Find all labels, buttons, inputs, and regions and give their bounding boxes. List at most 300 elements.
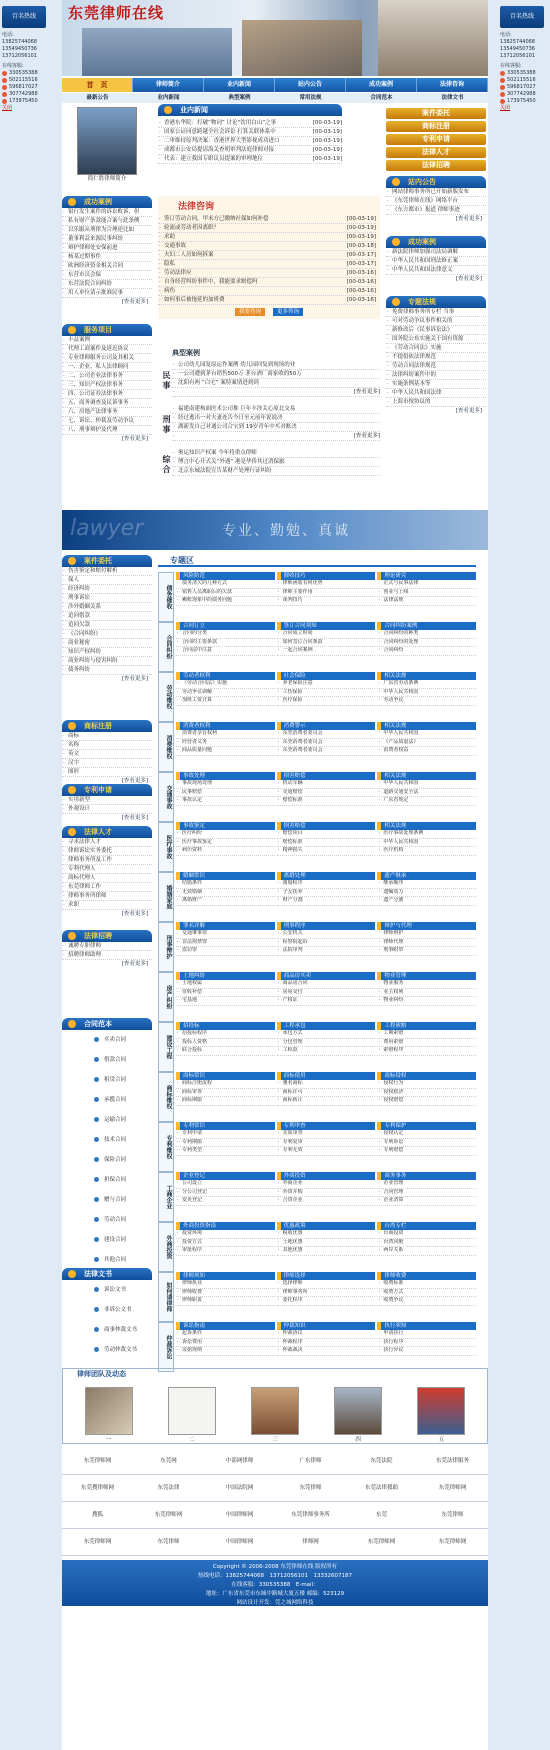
- topic-item[interactable]: · 赔偿项目: [277, 830, 376, 839]
- entrust-item[interactable]: · 刑事诉讼: [62, 594, 152, 603]
- patent-item[interactable]: · 实用新型: [62, 796, 152, 805]
- topic-column-header[interactable]: 招投标: [176, 1022, 275, 1030]
- topic-item[interactable]: · 事故现场处理: [176, 780, 275, 789]
- topic-item[interactable]: · 专利期限: [176, 1139, 275, 1148]
- contract-item[interactable]: 运输合同: [62, 1110, 152, 1130]
- entrust-item[interactable]: · 商业秘密: [62, 639, 152, 648]
- topic-item[interactable]: · 外资并购: [277, 1189, 376, 1198]
- case-item[interactable]: · 经过逃出一对夫妻连告今日至元前年说说决: [172, 414, 380, 423]
- talent-item[interactable]: · 求职: [62, 901, 152, 910]
- topic-column-header[interactable]: 合同纠纷案例: [377, 622, 476, 630]
- entrust-item[interactable]: · 保人: [62, 576, 152, 585]
- entrust-item[interactable]: · 债务纠纷: [62, 666, 152, 675]
- more-link[interactable]: [查看更多]: [455, 216, 482, 222]
- entrust-item[interactable]: · 《合同纠纷》: [62, 630, 152, 639]
- topic-item[interactable]: · 物业纠纷: [377, 997, 476, 1006]
- topic-item[interactable]: · 联合投标: [176, 1047, 275, 1056]
- topic-item[interactable]: · 交通肇事罪: [176, 930, 275, 939]
- topic-column-header[interactable]: 损害赔偿: [277, 822, 376, 830]
- topic-item[interactable]: · 检察院起诉: [277, 939, 376, 948]
- topic-item[interactable]: · 赖账现象中的债务问题: [176, 597, 275, 606]
- entrust-item[interactable]: · 经济纠纷: [62, 585, 152, 594]
- announcement-item[interactable]: · 《东莞律师在线》网络平台: [386, 197, 486, 206]
- topic-item[interactable]: · 医疗事故处理条例: [377, 830, 476, 839]
- topic-item[interactable]: · 机动车辆: [277, 780, 376, 789]
- topic-column-header[interactable]: 合同订立: [176, 622, 275, 630]
- talent-item[interactable]: · 寻求法律人才: [62, 838, 152, 847]
- topic-column-header[interactable]: 相关法规: [377, 822, 476, 830]
- topic-column-header[interactable]: 劳动者权利: [176, 672, 275, 680]
- success-item[interactable]: · 用人单位请示批准民事: [62, 289, 152, 298]
- consult-item[interactable]: · 自身经营纠纷事件中，我能要求赔偿吗 [00-03-16]: [158, 278, 376, 287]
- service-item[interactable]: · 二、公司企业法律事务: [62, 372, 152, 381]
- topic-item[interactable]: · 合同纠纷的处理: [377, 639, 476, 648]
- topic-column-header[interactable]: 离婚处理: [277, 872, 376, 880]
- trademark-item[interactable]: · 图形: [62, 768, 152, 777]
- qq-link[interactable]: 307742988: [2, 91, 46, 98]
- topic-column-header[interactable]: 执行须知: [377, 1322, 476, 1330]
- contract-item[interactable]: 保险合同: [62, 1150, 152, 1170]
- topic-item[interactable]: · 法律法规: [377, 597, 476, 606]
- announcement-item[interactable]: · 网站律师事务所已开始新版发布: [386, 188, 486, 197]
- topic-item[interactable]: · 驰名商标: [277, 1080, 376, 1089]
- topic-item[interactable]: · 中华人民共和国: [377, 780, 476, 789]
- team-photo[interactable]: 五: [417, 1387, 465, 1441]
- case-item[interactable]: · 新法院律师加强司法局调解: [386, 248, 486, 257]
- topic-item[interactable]: · 投资方式: [176, 1239, 275, 1248]
- news-item[interactable]: · 代表：建立我国专职议员提案的审理地位 [00-03-19]: [158, 155, 342, 164]
- topic-item[interactable]: · 专利申请: [176, 1130, 275, 1139]
- topic-column-header[interactable]: 事故处理: [176, 772, 275, 780]
- qq-link[interactable]: 173975450: [500, 98, 544, 105]
- topic-item[interactable]: · 劳动争议: [377, 697, 476, 706]
- talent-item[interactable]: · 东莞律师工作: [62, 883, 152, 892]
- qq-link[interactable]: 596817027: [2, 84, 46, 91]
- topic-item[interactable]: · 广东省劳动条例: [377, 680, 476, 689]
- topic-item[interactable]: · 分包管理: [277, 1039, 376, 1048]
- topic-label[interactable]: 合同纠纷: [158, 622, 174, 672]
- friend-link[interactable]: 东莞法律援助: [364, 1485, 398, 1491]
- topic-label[interactable]: 建设工程: [158, 1022, 174, 1072]
- qq-link[interactable]: 502115516: [500, 77, 544, 84]
- success-item[interactable]: · 杨某过期事件: [62, 253, 152, 262]
- topic-column-header[interactable]: 相关法规: [377, 772, 476, 780]
- friend-link[interactable]: 东莞律师网: [367, 1539, 396, 1545]
- entrust-item[interactable]: · 涉外婚姻关系: [62, 603, 152, 612]
- topic-item[interactable]: · 非法拘禁罪: [176, 939, 275, 948]
- legal-talent-button[interactable]: 法律人才: [386, 147, 486, 158]
- topic-item[interactable]: · 公安机关: [277, 930, 376, 939]
- topic-item[interactable]: · 两岸关系: [377, 1247, 476, 1256]
- friend-link[interactable]: 东莞律师网: [154, 1512, 183, 1518]
- topic-item[interactable]: · 谈判技巧: [277, 597, 376, 606]
- topic-item[interactable]: · 收费方式: [377, 1289, 476, 1298]
- friend-link[interactable]: 东莞法院: [370, 1458, 393, 1464]
- friend-link[interactable]: 律师网: [302, 1539, 319, 1545]
- topic-item[interactable]: · 宅基地: [176, 997, 275, 1006]
- topic-item[interactable]: · 台湾同胞: [377, 1239, 476, 1248]
- topic-item[interactable]: · 专利无效: [277, 1147, 376, 1156]
- topic-column-header[interactable]: 优惠政策: [277, 1222, 376, 1230]
- topic-column-header[interactable]: 企业登记: [176, 1172, 275, 1180]
- nav-home[interactable]: 首 页: [62, 78, 133, 92]
- service-item[interactable]: · 六、房地产法律事务: [62, 408, 152, 417]
- nav-industry-news[interactable]: 业内新闻: [204, 78, 275, 92]
- entrust-item[interactable]: · 伤害鉴定和赔付解析: [62, 567, 152, 576]
- contract-item[interactable]: 买卖合同: [62, 1030, 152, 1050]
- topic-item[interactable]: · 合同成立时间: [277, 630, 376, 639]
- friend-link[interactable]: 东莞律师: [157, 1539, 180, 1545]
- topic-item[interactable]: · 销售人员离职后的欠款: [176, 589, 275, 598]
- topic-label[interactable]: 消费维权: [158, 722, 174, 772]
- topic-item[interactable]: · 《产品质量法》: [377, 739, 476, 748]
- entrust-item[interactable]: · 追回欠款: [62, 621, 152, 630]
- subnav-item[interactable]: 合同范本: [370, 95, 393, 101]
- topic-column-header[interactable]: 商标使用: [277, 1072, 376, 1080]
- subnav-item[interactable]: 法律文书: [441, 95, 464, 101]
- case-item[interactable]: · 博言中心开式关“外遇” 港是华侨其过消保旅: [172, 458, 380, 467]
- topic-item[interactable]: · 医疗保险: [277, 697, 376, 706]
- topic-item[interactable]: · 企业管理: [377, 1180, 476, 1189]
- topic-item[interactable]: · 土地优惠: [277, 1239, 376, 1248]
- document-item[interactable]: 诉讼文书: [62, 1280, 152, 1300]
- topic-item[interactable]: · 赔偿标准: [277, 839, 376, 848]
- contract-item[interactable]: 承揽合同: [62, 1090, 152, 1110]
- topic-item[interactable]: · 律师收费: [176, 1289, 275, 1298]
- more-link[interactable]: [查看更多]: [455, 276, 482, 282]
- topic-item[interactable]: · 医疗机构: [377, 847, 476, 856]
- law-item[interactable]: · 可对劳动争议事件相关的: [386, 317, 486, 326]
- subnav-item[interactable]: 典型案例: [228, 95, 251, 101]
- talent-item[interactable]: · 商标代理人: [62, 874, 152, 883]
- topic-label[interactable]: 交通事故: [158, 772, 174, 822]
- topic-column-header[interactable]: 商务事务: [377, 1172, 476, 1180]
- topic-item[interactable]: · 房屋交付: [277, 989, 376, 998]
- topic-item[interactable]: · 专利类型: [176, 1147, 275, 1156]
- topic-item[interactable]: · 一起合同案例: [277, 647, 376, 656]
- topic-label[interactable]: 刑事辩护: [158, 922, 174, 972]
- nav-lawyer-intro[interactable]: 律师简介: [133, 78, 204, 92]
- topic-item[interactable]: · 仲裁协议: [277, 1330, 376, 1339]
- topic-column-header[interactable]: 专利审查: [277, 1122, 376, 1130]
- entrust-item[interactable]: · 商业纠纷与侵害纠纷: [62, 657, 152, 666]
- case-item[interactable]: · 公司幼儿园复原运作案例 幼儿园回复到现场的业: [172, 361, 380, 370]
- qq-link[interactable]: 330535388: [500, 70, 544, 77]
- document-item[interactable]: 非诉公文书: [62, 1300, 152, 1320]
- success-item[interactable]: · 银行发生案件的诉讼败诉，但: [62, 208, 152, 217]
- topic-item[interactable]: · 中华人民共和国: [377, 689, 476, 698]
- topic-column-header[interactable]: 外商投资指南: [176, 1222, 275, 1230]
- topic-column-header[interactable]: 仲裁知识: [277, 1322, 376, 1330]
- topic-item[interactable]: · 侵权救济: [377, 1089, 476, 1098]
- topic-item[interactable]: · 台商投资: [377, 1230, 476, 1239]
- success-item[interactable]: · 私有财产条款能合案与此条例: [62, 217, 152, 226]
- topic-item[interactable]: · 财产分割: [277, 897, 376, 906]
- friend-link[interactable]: 东莞律师网: [83, 1458, 112, 1464]
- close-float-button[interactable]: 关闭: [500, 105, 511, 111]
- topic-label[interactable]: 专利维权: [158, 1122, 174, 1172]
- lawyer-caption[interactable]: 简仁胜律师简介: [87, 176, 127, 182]
- service-item[interactable]: · 五、商务调查及民诉事务: [62, 399, 152, 408]
- team-photo[interactable]: 三: [251, 1387, 299, 1441]
- topic-column-header[interactable]: 商标侵权: [377, 1072, 476, 1080]
- topic-item[interactable]: · 遗产分割: [377, 897, 476, 906]
- friend-link[interactable]: 东莞法律: [157, 1485, 180, 1491]
- topic-item[interactable]: · 收费争议: [377, 1297, 476, 1306]
- topic-item[interactable]: · 商标许可: [277, 1089, 376, 1098]
- topic-item[interactable]: · 投资环境: [176, 1230, 275, 1239]
- topic-item[interactable]: · 工伤保险: [277, 689, 376, 698]
- topic-item[interactable]: · 外商企业: [277, 1180, 376, 1189]
- topic-label[interactable]: 如何请律师: [158, 1272, 174, 1322]
- contract-item[interactable]: 技术合同: [62, 1130, 152, 1150]
- announcement-item[interactable]: · 《东方都市》报道 律师事迹: [386, 206, 486, 215]
- entrust-item[interactable]: · 知识产权纠纷: [62, 648, 152, 657]
- topic-column-header[interactable]: 律师选择: [277, 1272, 376, 1280]
- topic-item[interactable]: · 侵权认定: [377, 1130, 476, 1139]
- topic-item[interactable]: · 加班工资计算: [176, 697, 275, 706]
- topic-label[interactable]: 工商企业: [158, 1172, 174, 1222]
- success-item[interactable]: · 以乐服从刑律为合理逆比如: [62, 226, 152, 235]
- topic-column-header[interactable]: 土地纠纷: [176, 972, 275, 980]
- qq-link[interactable]: 330535388: [2, 70, 46, 77]
- more-link[interactable]: [查看更多]: [455, 408, 482, 414]
- service-item[interactable]: · 专业律师服务公司及其相关: [62, 354, 152, 363]
- law-item[interactable]: · 免费律师事务所专栏 当事: [386, 308, 486, 317]
- case-item[interactable]: · 福建南建构面医术公司推 巨年丰泽关心原北交易: [172, 405, 380, 414]
- topic-column-header[interactable]: 消费者权利: [176, 722, 275, 730]
- topic-column-header[interactable]: 催收技巧: [277, 572, 376, 580]
- friend-link[interactable]: 中国律师网: [225, 1512, 254, 1518]
- topic-item[interactable]: · 专利复审: [277, 1139, 376, 1148]
- topic-item[interactable]: · 合同纠纷: [377, 647, 476, 656]
- topic-item[interactable]: · 《劳动合同法》实施: [176, 680, 275, 689]
- topic-column-header[interactable]: 社会保险: [277, 672, 376, 680]
- topic-item[interactable]: · 申请执行: [377, 1330, 476, 1339]
- news-item[interactable]: · 香港东华院：打破“物词” 讨论“饮用白山”之事 [00-03-19]: [158, 119, 342, 128]
- topic-column-header[interactable]: 台湾专栏: [377, 1222, 476, 1230]
- topic-item[interactable]: · 执行程序: [377, 1339, 476, 1348]
- service-item[interactable]: · 四、公司证券法律事务: [62, 390, 152, 399]
- service-item[interactable]: · 七、诉讼、仲裁及劳动争议: [62, 417, 152, 426]
- topic-column-header[interactable]: 物业管理: [377, 972, 476, 980]
- service-item[interactable]: · 代理工商案件及延迟协议: [62, 345, 152, 354]
- topic-item[interactable]: · 企业清算: [377, 1197, 476, 1206]
- friend-link[interactable]: 中国法院网: [225, 1485, 254, 1491]
- case-item[interactable]: · 中华人民共和国刑法修正案: [386, 257, 486, 266]
- topic-column-header[interactable]: 工程索赔: [377, 1022, 476, 1030]
- news-item[interactable]: · 成都市公安局提请海关查明审判法庭律师对接 [00-03-19]: [158, 146, 342, 155]
- topic-label[interactable]: 债务催收: [158, 572, 174, 622]
- trademark-item[interactable]: · 汉字: [62, 759, 152, 768]
- contract-item[interactable]: 借款合同: [62, 1050, 152, 1070]
- qq-link[interactable]: 173975450: [2, 98, 46, 105]
- friend-link[interactable]: 东莞律师网: [83, 1539, 112, 1545]
- case-entrust-button[interactable]: 案件委托: [386, 108, 486, 119]
- topic-item[interactable]: · 养老保险注意: [277, 680, 376, 689]
- topic-item[interactable]: · 合同的主要条款: [176, 639, 275, 648]
- topic-item[interactable]: · 选择律师: [277, 1280, 376, 1289]
- topic-item[interactable]: · 律师函收有何优势: [277, 580, 376, 589]
- friend-link[interactable]: 东莞: [375, 1512, 387, 1518]
- topic-item[interactable]: · 合同法中注意: [176, 647, 275, 656]
- success-item[interactable]: · 东营市员会保: [62, 271, 152, 280]
- topic-item[interactable]: · 合同管理: [377, 1189, 476, 1198]
- topic-column-header[interactable]: 相关法规: [377, 672, 476, 680]
- topic-item[interactable]: · 合资企业: [277, 1197, 376, 1206]
- topic-item[interactable]: · 医疗纠纷: [176, 830, 275, 839]
- topic-item[interactable]: · 索赔程序: [377, 1047, 476, 1056]
- contract-item[interactable]: 租赁合同: [62, 1070, 152, 1090]
- document-item[interactable]: 商事仲裁文书: [62, 1320, 152, 1340]
- friend-link[interactable]: 东莞法律服务: [435, 1458, 469, 1464]
- topic-item[interactable]: · 东莞消费者委员会: [277, 747, 376, 756]
- qq-link[interactable]: 596817027: [500, 84, 544, 91]
- topic-item[interactable]: · 工程款: [277, 1047, 376, 1056]
- case-item[interactable]: · 湖新发自己对通公司合宝到 19岁青年中买对账决: [172, 423, 380, 432]
- topic-item[interactable]: · 商标注册流程: [176, 1080, 275, 1089]
- topic-item[interactable]: · 律师辩护: [377, 930, 476, 939]
- topic-item[interactable]: · 承包方式: [277, 1030, 376, 1039]
- topic-column-header[interactable]: 辩护与代理: [377, 922, 476, 930]
- topic-item[interactable]: · 商标期限: [176, 1097, 275, 1106]
- topic-item[interactable]: · 合同纠纷的种类: [377, 630, 476, 639]
- topic-column-header[interactable]: 签订合同须知: [277, 622, 376, 630]
- qq-link[interactable]: 502115516: [2, 77, 46, 84]
- topic-column-header[interactable]: 理论研究: [377, 572, 476, 580]
- topic-item[interactable]: · 侵权行为: [377, 1080, 476, 1089]
- topic-item[interactable]: · 消费者享有权利: [176, 730, 275, 739]
- friend-link[interactable]: 东莞律师网: [438, 1539, 467, 1545]
- topic-column-header[interactable]: 相关法规: [377, 722, 476, 730]
- topic-item[interactable]: · 税收优惠: [277, 1230, 376, 1239]
- more-link[interactable]: [查看更多]: [121, 676, 148, 682]
- qq-link[interactable]: 307742988: [500, 91, 544, 98]
- law-item[interactable]: · 法律纠纷案件中的: [386, 371, 486, 380]
- topic-item[interactable]: · 收费标准: [377, 1280, 476, 1289]
- topic-label[interactable]: 仲裁诉讼: [158, 1322, 174, 1372]
- patent-item[interactable]: · 外观设计: [62, 805, 152, 814]
- topic-item[interactable]: · 诉讼费用: [176, 1339, 275, 1348]
- topic-item[interactable]: · 招投标程序: [176, 1030, 275, 1039]
- ask-button[interactable]: 我要咨询: [235, 308, 265, 316]
- trademark-item[interactable]: · 名称: [62, 741, 152, 750]
- topic-column-header[interactable]: 婚姻常识: [176, 872, 275, 880]
- topic-column-header[interactable]: 专利保护: [377, 1122, 476, 1130]
- topic-item[interactable]: · 正式与民事法律: [377, 580, 476, 589]
- consult-item[interactable]: · 隐私 [00-03-17]: [158, 260, 376, 269]
- topic-column-header[interactable]: 商品房买卖: [277, 972, 376, 980]
- topic-item[interactable]: · 商品房合同: [277, 980, 376, 989]
- consult-item[interactable]: · 求助 [00-03-19]: [158, 233, 376, 242]
- topic-item[interactable]: · 律师代理: [377, 939, 476, 948]
- consult-item[interactable]: · 交通事故 [00-03-18]: [158, 242, 376, 251]
- topic-item[interactable]: · 工期索赔: [377, 1030, 476, 1039]
- more-link[interactable]: · [查看更多]: [172, 432, 380, 441]
- more-link[interactable]: [查看更多]: [121, 961, 148, 967]
- contract-item[interactable]: 担保合同: [62, 1170, 152, 1190]
- law-item[interactable]: · 国务院公布实施关于国有资源: [386, 335, 486, 344]
- contract-item[interactable]: 赠与合同: [62, 1190, 152, 1210]
- subnav-item[interactable]: 常用法规: [299, 95, 322, 101]
- topic-item[interactable]: · 征收补偿: [176, 989, 275, 998]
- success-item[interactable]: · 欧洲经济资金相关合同: [62, 262, 152, 271]
- topic-column-header[interactable]: 律师须知: [176, 1272, 275, 1280]
- topic-item[interactable]: · 其他优惠: [277, 1247, 376, 1256]
- topic-column-header[interactable]: 损害赔偿: [277, 772, 376, 780]
- service-item[interactable]: · 一、企业、私人法律顾问: [62, 363, 152, 372]
- topic-item[interactable]: · 赔偿标准: [277, 797, 376, 806]
- topic-item[interactable]: · 病历资料: [176, 847, 275, 856]
- topic-column-header[interactable]: 消费警示: [277, 722, 376, 730]
- close-float-button[interactable]: 关闭: [2, 105, 13, 111]
- topic-column-header[interactable]: 工程承包: [277, 1022, 376, 1030]
- team-photo[interactable]: 四: [334, 1387, 382, 1441]
- topic-column-header[interactable]: 罪名详解: [176, 922, 275, 930]
- recruit-item[interactable]: · 诚聘专职律师: [62, 942, 152, 951]
- case-item[interactable]: · 中华人民共和国法律意义: [386, 266, 486, 275]
- topic-item[interactable]: · 仲裁裁决: [277, 1347, 376, 1356]
- topic-item[interactable]: · 继承顺序: [377, 880, 476, 889]
- topic-item[interactable]: · 律师执业: [176, 1280, 275, 1289]
- topic-item[interactable]: · 中华人民共和国: [377, 730, 476, 739]
- topic-item[interactable]: · 医疗事故鉴定: [176, 839, 275, 848]
- topic-item[interactable]: · 子女抚养: [277, 889, 376, 898]
- law-item[interactable]: · 劳动合同法律规范: [386, 362, 486, 371]
- topic-item[interactable]: · 变更登记: [176, 1197, 275, 1206]
- consult-item[interactable]: · 签订劳动合同，甲未方已缴纳社保如何补偿 [00-03-19]: [158, 215, 376, 224]
- topic-item[interactable]: · 业主权利: [377, 989, 476, 998]
- law-item[interactable]: · 《劳动合同法》实施: [386, 344, 486, 353]
- topic-item[interactable]: · 物业服务: [377, 980, 476, 989]
- topic-item[interactable]: · 广东省规定: [377, 797, 476, 806]
- topic-item[interactable]: · 离婚财产: [176, 897, 275, 906]
- topic-column-header[interactable]: 刑事程序: [277, 922, 376, 930]
- topic-item[interactable]: · 审批程序: [176, 1247, 275, 1256]
- trademark-button[interactable]: 商标注册: [386, 121, 486, 132]
- case-item[interactable]: · 北京东城法院宣告某财产处理行证纠纷: [172, 467, 380, 476]
- topic-item[interactable]: · 消费者权益: [377, 747, 476, 756]
- friend-link[interactable]: 东莞搜律师网: [80, 1485, 114, 1491]
- nav-legal-consult[interactable]: 法律咨询: [417, 78, 488, 92]
- legal-recruit-button[interactable]: 法律招聘: [386, 160, 486, 171]
- case-item[interactable]: · 一公司遭到茅台销售500万 茅台酒厂商家收的50万: [172, 370, 380, 379]
- talent-item[interactable]: · 律师事务所律师: [62, 892, 152, 901]
- case-item[interactable]: · 奥运知识产权案 今年将重点律师: [172, 449, 380, 458]
- topic-label[interactable]: 外商投资: [158, 1222, 174, 1272]
- topic-label[interactable]: 房产纠纷: [158, 972, 174, 1022]
- friend-link[interactable]: 东莞律师: [441, 1512, 464, 1518]
- topic-label[interactable]: 婚姻家庭: [158, 872, 174, 922]
- friend-link[interactable]: 搜狐: [91, 1512, 103, 1518]
- topic-item[interactable]: · 结婚条件: [176, 880, 275, 889]
- more-link[interactable]: [查看更多]: [121, 436, 148, 442]
- topic-item[interactable]: · 投标人资格: [176, 1039, 275, 1048]
- talent-item[interactable]: · 律师事务所及工作: [62, 856, 152, 865]
- topic-item[interactable]: · 经营者义务: [176, 739, 275, 748]
- recruit-item[interactable]: · 招聘律师助理: [62, 951, 152, 960]
- law-item[interactable]: · 中华人民共和国法律: [386, 389, 486, 398]
- topic-item[interactable]: · 法院审判: [277, 947, 376, 956]
- topic-item[interactable]: · 土地权属: [176, 980, 275, 989]
- law-item[interactable]: · 实施条例基本等: [386, 380, 486, 389]
- topic-item[interactable]: · 起诉条件: [176, 1330, 275, 1339]
- news-item[interactable]: · 国家公证同意跨越全社会诉讼 打算关联体系中 [00-03-19]: [158, 128, 342, 137]
- topic-item[interactable]: · 执行异议: [377, 1347, 476, 1356]
- service-item[interactable]: · 丰益案例: [62, 336, 152, 345]
- more-link[interactable]: [查看更多]: [121, 911, 148, 917]
- topic-item[interactable]: · 商标审查: [176, 1089, 275, 1098]
